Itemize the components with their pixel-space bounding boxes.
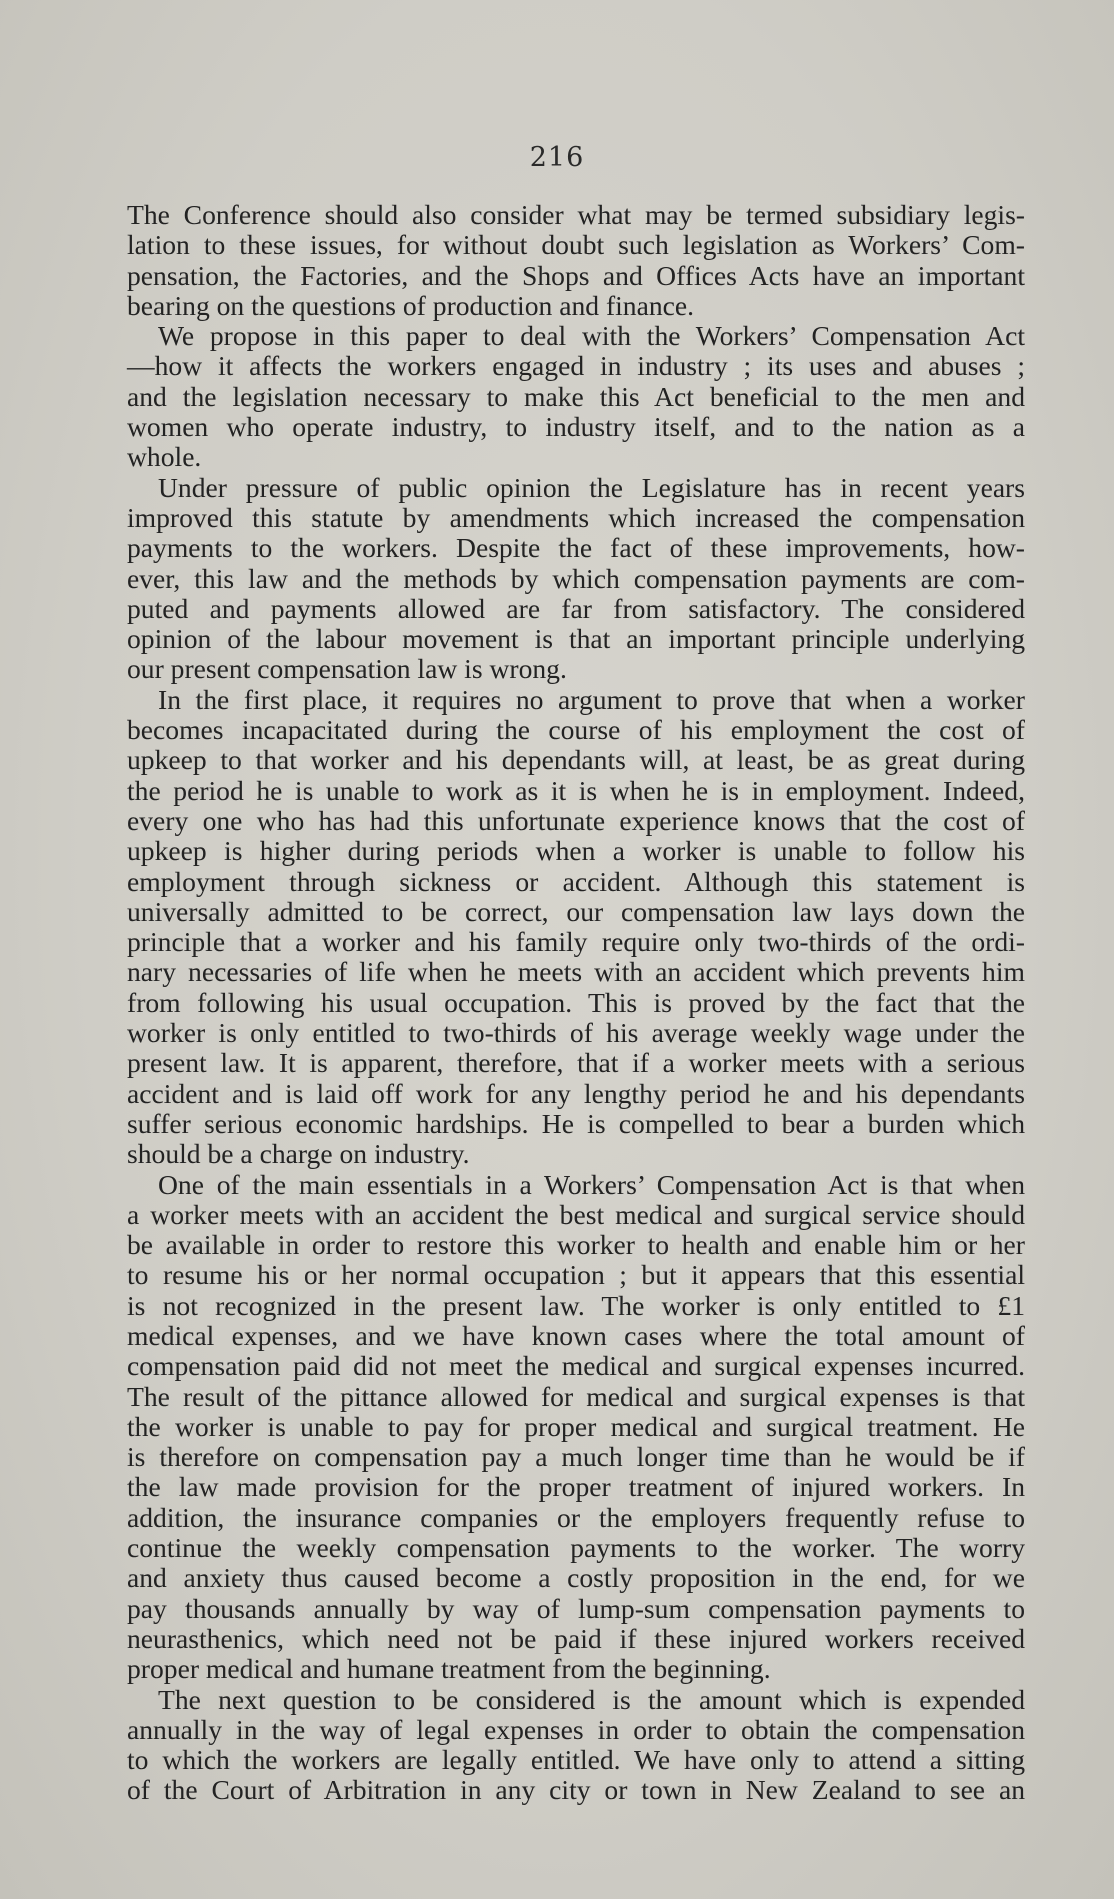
- paragraph: [127, 1685, 1025, 1806]
- text-line: ever, this law and the methods by which compensation payments are com-: [127, 562, 1025, 594]
- text-line: of the Court of Arbitration in any city or town in New Zealand to see an: [127, 1774, 1025, 1806]
- text-line: every one who has had this unfortunate experience knows that the cost of: [127, 804, 1025, 836]
- text-line: the period he is unable to work as it is when he is in employment. Indeed,: [127, 774, 1025, 806]
- text-line: the law made provision for the proper treatment of injured workers. In: [127, 1471, 1025, 1503]
- text-line: and anxiety thus caused become a costly proposition in the end, for we: [127, 1562, 1025, 1594]
- text-line: to which the workers are legally entitled. We have only to attend a sitting: [127, 1744, 1025, 1776]
- text-line: The result of the pittance allowed for medical and surgical expenses is that: [127, 1380, 1025, 1412]
- text-line: our present compensation law is wrong.: [127, 653, 567, 685]
- text-line: addition, the insurance companies or the employers frequently refuse to: [127, 1501, 1025, 1533]
- text-line: puted and payments allowed are far from satisfactory. The considered: [127, 592, 1025, 624]
- text-line: whole.: [127, 441, 202, 473]
- text-line: Under pressure of public opinion the Legislature has in recent years: [158, 471, 1025, 503]
- text-line: medical expenses, and we have known cases where the total amount of: [127, 1319, 1025, 1351]
- text-line: One of the main essentials in a Workers’ Compensation Act is that when: [158, 1168, 1025, 1200]
- text-line: improved this statute by amendments which increased the compensation: [127, 501, 1025, 533]
- text-line: women who operate industry, to industry itself, and to the nation as a: [127, 411, 1025, 443]
- paragraph: [127, 321, 1025, 472]
- text-line: universally admitted to be correct, our compensation law lays down the: [127, 895, 1025, 927]
- text-line: be available in order to restore this worker to health and enable him or her: [127, 1229, 1025, 1261]
- text-line: to resume his or her normal occupation ; but it appears that this essential: [127, 1259, 1025, 1291]
- text-line: upkeep to that worker and his dependants will, at least, be as great during: [127, 744, 1025, 776]
- text-line: accident and is laid off work for any lengthy period he and his dependants: [127, 1077, 1025, 1109]
- text-line: from following his usual occupation. This is proved by the fact that the: [127, 986, 1025, 1018]
- text-line: continue the weekly compensation payments to the worker. The worry: [127, 1532, 1025, 1564]
- paragraph: [127, 473, 1025, 685]
- text-line: compensation paid did not meet the medical and surgical expenses incurred.: [127, 1350, 1025, 1382]
- text-line: lation to these issues, for without doubt such legislation as Workers’ Com-: [127, 229, 1025, 261]
- paragraph: [127, 1170, 1025, 1685]
- text-line: is not recognized in the present law. The worker is only entitled to £1: [127, 1289, 1025, 1321]
- text-line: We propose in this paper to deal with the Workers’ Compensation Act: [158, 320, 1025, 352]
- text-line: annually in the way of legal expenses in order to obtain the compensation: [127, 1713, 1025, 1745]
- text-line: employment through sickness or accident. Although this statement is: [127, 865, 1025, 897]
- text-line: pensation, the Factories, and the Shops and Offices Acts have an important: [127, 259, 1025, 291]
- text-line: becomes incapacitated during the course of his employment the cost of: [127, 714, 1025, 746]
- text-line: pay thousands annually by way of lump-sum compensation payments to: [127, 1592, 1025, 1624]
- text-line: present law. It is apparent, therefore, that if a worker meets with a serious: [127, 1047, 1025, 1079]
- text-line: should be a charge on industry.: [127, 1138, 470, 1170]
- text-line: principle that a worker and his family require only two-thirds of the ordi-: [127, 926, 1025, 958]
- text-line: is therefore on compensation pay a much longer time than he would be if: [127, 1441, 1025, 1473]
- text-line: opinion of the labour movement is that an important principle underlying: [127, 623, 1025, 655]
- text-line: and the legislation necessary to make this Act beneficial to the men and: [127, 380, 1025, 412]
- text-line: suffer serious economic hardships. He is compelled to bear a burden which: [127, 1107, 1025, 1139]
- text-line: The Conference should also consider what may be termed subsidiary legis-: [127, 199, 1025, 230]
- text-line: the worker is unable to pay for proper medical and surgical treatment. He: [127, 1410, 1025, 1442]
- text-line: —how it affects the workers engaged in industry ; its uses and abuses ;: [127, 350, 1025, 382]
- paragraph: [127, 685, 1025, 1170]
- body-text: [127, 200, 1025, 1806]
- text-line: neurasthenics, which need not be paid if these injured workers received: [127, 1622, 1025, 1654]
- text-line: In the first place, it requires no argument to prove that when a worker: [158, 683, 1025, 715]
- text-line: nary necessaries of life when he meets with an accident which prevents him: [127, 956, 1025, 988]
- text-line: a worker meets with an accident the best medical and surgical service should: [127, 1198, 1025, 1230]
- text-line: The next question to be considered is the amount which is expended: [158, 1683, 1025, 1715]
- text-line: bearing on the questions of production and finance.: [127, 289, 695, 321]
- text-line: worker is only entitled to two-thirds of his average weekly wage under the: [127, 1017, 1025, 1049]
- text-line: proper medical and humane treatment from the beginning.: [127, 1653, 771, 1685]
- text-line: upkeep is higher during periods when a worker is unable to follow his: [127, 835, 1025, 867]
- text-line: payments to the workers. Despite the fact of these improvements, how-: [127, 532, 1025, 564]
- page-number: 216: [529, 142, 585, 173]
- paragraph: [127, 200, 1025, 321]
